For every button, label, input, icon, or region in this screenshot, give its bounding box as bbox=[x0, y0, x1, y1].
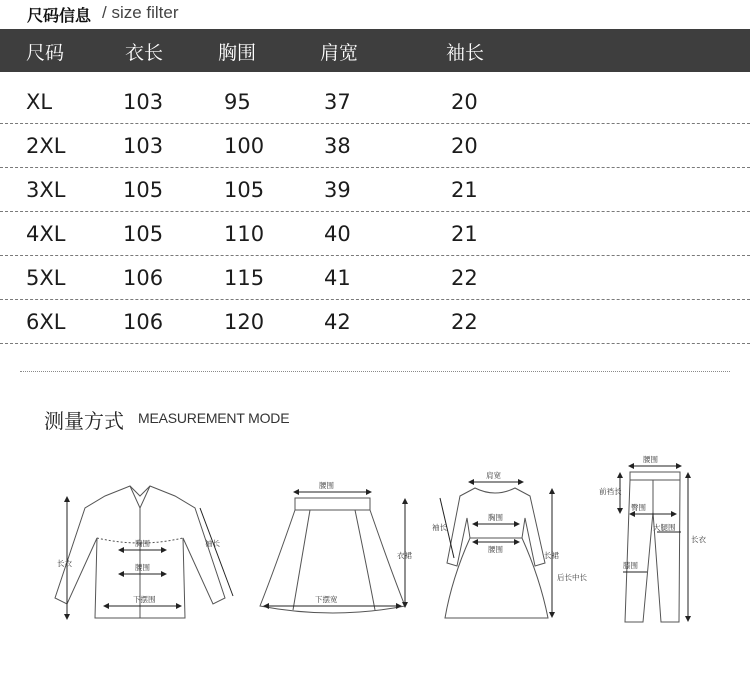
cell-size: XL bbox=[26, 90, 53, 114]
skirt-diagram bbox=[255, 478, 415, 628]
cell-chest: 115 bbox=[224, 266, 265, 290]
header-length: 衣长 bbox=[125, 42, 164, 64]
title-zh: 尺码信息 bbox=[27, 6, 92, 25]
cell-size: 4XL bbox=[26, 222, 66, 246]
pants-thigh-label: 大腿围 bbox=[653, 523, 676, 532]
cell-shoulder: 42 bbox=[324, 310, 351, 334]
table-header bbox=[0, 29, 750, 72]
pants-knee-label: 膝围 bbox=[623, 561, 638, 570]
title-bar bbox=[0, 0, 750, 28]
pants-diagram bbox=[595, 452, 710, 632]
measurement-title-zh: 测量方式 bbox=[44, 409, 124, 433]
dress-diagram bbox=[430, 468, 587, 628]
pants-waist-label: 腰围 bbox=[643, 455, 658, 464]
pants-front-rise-label: 前裆长 bbox=[599, 487, 622, 496]
header-sleeve: 袖长 bbox=[446, 42, 485, 64]
cell-size: 2XL bbox=[26, 134, 66, 158]
table-row bbox=[0, 212, 750, 256]
measurement-title-en: MEASUREMENT MODE bbox=[138, 410, 290, 426]
dress-sleeve-label: 袖长 bbox=[432, 523, 447, 532]
dress-waist-label: 腰围 bbox=[488, 545, 503, 554]
cell-length: 103 bbox=[123, 134, 164, 158]
table-row bbox=[0, 168, 750, 212]
header-chest: 胸围 bbox=[218, 42, 257, 64]
cell-length: 106 bbox=[123, 310, 164, 334]
cell-length: 105 bbox=[123, 222, 164, 246]
cell-sleeve: 22 bbox=[451, 266, 478, 290]
skirt-hem-label: 下摆宽 bbox=[315, 595, 338, 604]
shirt-hem-label: 下摆围 bbox=[133, 595, 156, 604]
table-row bbox=[0, 80, 750, 124]
table-row bbox=[0, 256, 750, 300]
header-size: 尺码 bbox=[26, 42, 65, 64]
dress-shoulder-label: 肩宽 bbox=[486, 471, 501, 480]
cell-shoulder: 37 bbox=[324, 90, 351, 114]
cell-shoulder: 38 bbox=[324, 134, 351, 158]
cell-sleeve: 21 bbox=[451, 178, 478, 202]
cell-chest: 105 bbox=[224, 178, 265, 202]
dress-length-label: 长裙 bbox=[544, 551, 559, 560]
section-divider bbox=[20, 371, 730, 372]
shirt-length-label: 长衣 bbox=[57, 559, 72, 568]
skirt-waist-label: 腰围 bbox=[319, 481, 334, 490]
cell-chest: 95 bbox=[224, 90, 251, 114]
cell-shoulder: 39 bbox=[324, 178, 351, 202]
cell-length: 106 bbox=[123, 266, 164, 290]
header-shoulder: 肩宽 bbox=[320, 42, 359, 64]
cell-sleeve: 21 bbox=[451, 222, 478, 246]
cell-chest: 110 bbox=[224, 222, 265, 246]
cell-sleeve: 20 bbox=[451, 90, 478, 114]
cell-size: 5XL bbox=[26, 266, 66, 290]
dress-back-length-label: 后长中长 bbox=[557, 573, 587, 582]
cell-chest: 100 bbox=[224, 134, 265, 158]
table-row bbox=[0, 124, 750, 168]
dress-chest-label: 胸围 bbox=[488, 513, 503, 522]
cell-length: 105 bbox=[123, 178, 164, 202]
pants-length-label: 长衣 bbox=[691, 535, 706, 544]
cell-length: 103 bbox=[123, 90, 164, 114]
cell-sleeve: 22 bbox=[451, 310, 478, 334]
shirt-waist-label: 腰围 bbox=[135, 563, 150, 572]
size-table-body bbox=[0, 80, 750, 344]
cell-shoulder: 41 bbox=[324, 266, 351, 290]
cell-shoulder: 40 bbox=[324, 222, 351, 246]
shirt-diagram bbox=[55, 478, 245, 638]
cell-size: 6XL bbox=[26, 310, 66, 334]
cell-chest: 120 bbox=[224, 310, 265, 334]
table-row bbox=[0, 300, 750, 344]
title-en: / size filter bbox=[102, 3, 179, 22]
shirt-chest-label: 胸围 bbox=[135, 539, 150, 548]
cell-size: 3XL bbox=[26, 178, 66, 202]
shirt-sleeve-label: 袖长 bbox=[205, 539, 220, 548]
cell-sleeve: 20 bbox=[451, 134, 478, 158]
pants-hip-label: 臀围 bbox=[631, 503, 646, 512]
skirt-length-label: 衣裙 bbox=[397, 551, 412, 560]
